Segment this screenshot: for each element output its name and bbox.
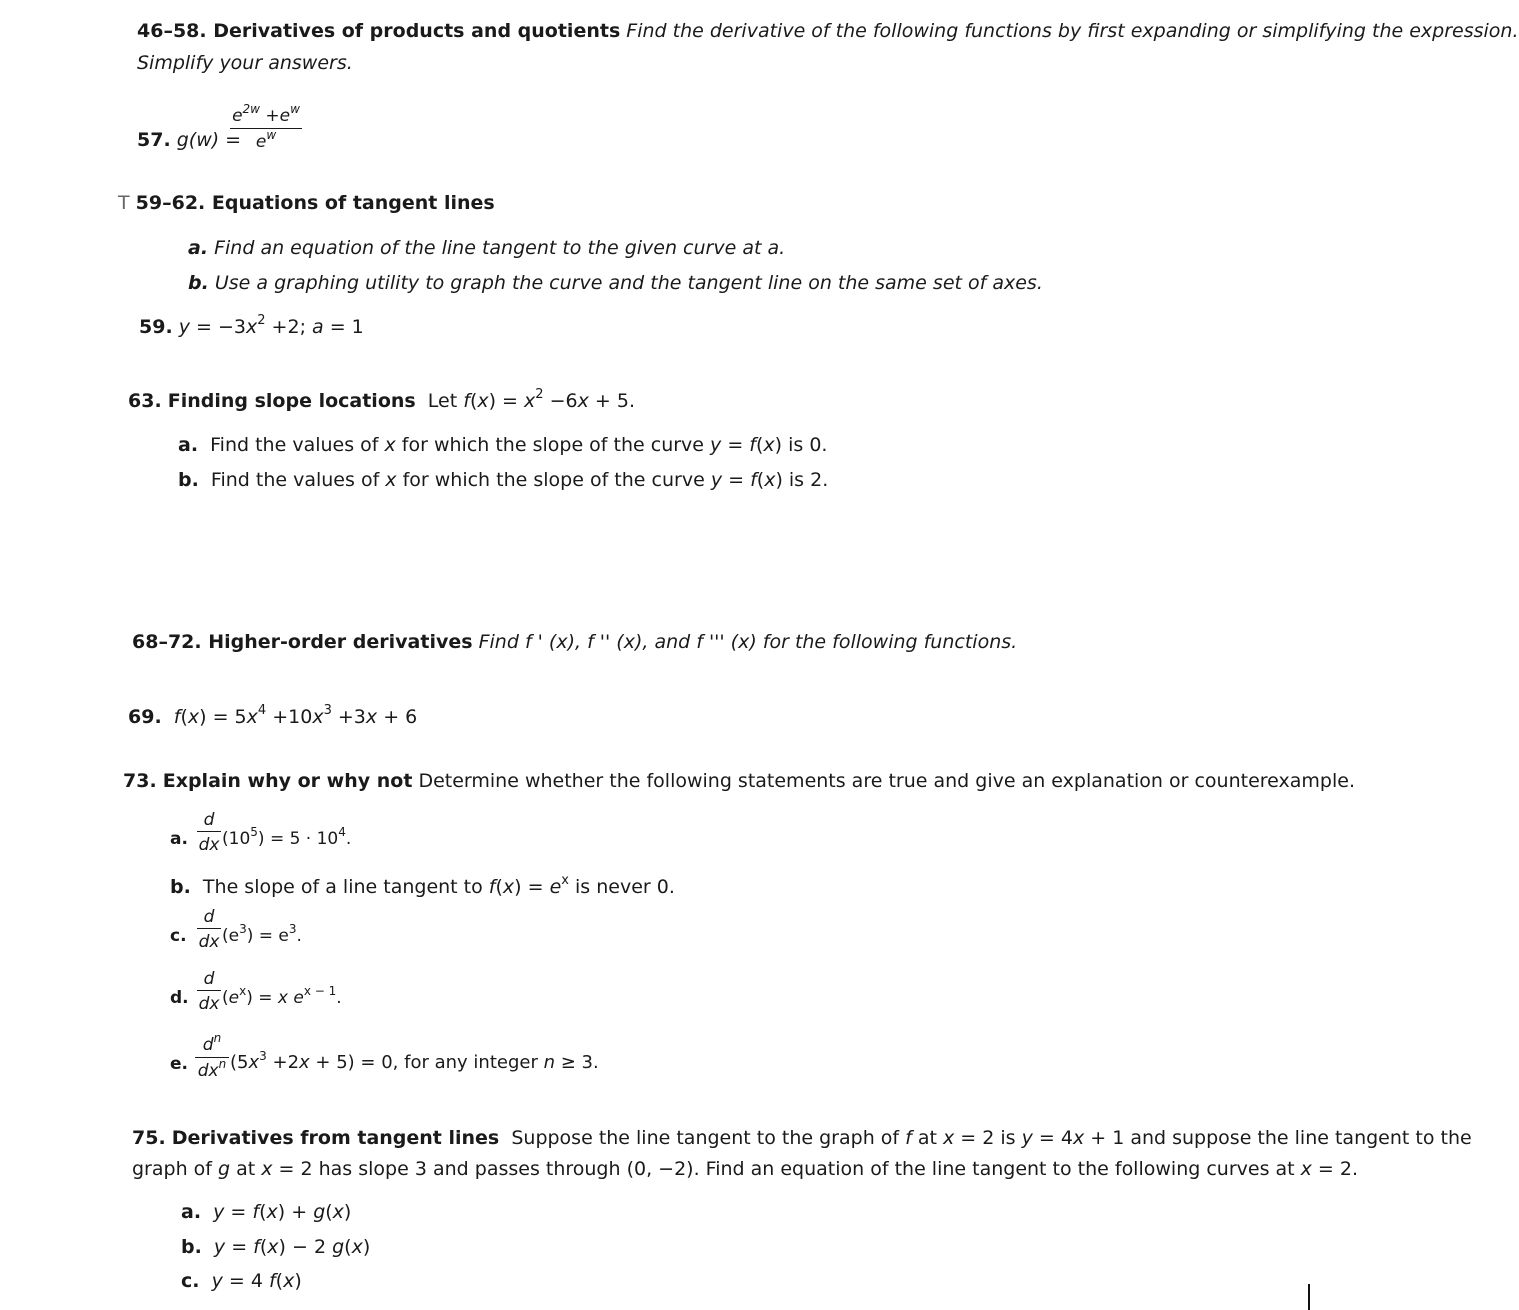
problem-57 bbox=[137, 129, 241, 151]
technology-mark: T bbox=[118, 192, 130, 214]
problem-73-instruction: Determine whether the following statements are true and give an explanation or counterexample. bbox=[418, 770, 1355, 792]
operator-numerator: $d^n$ bbox=[202, 1031, 222, 1055]
section-46-58-heading-line bbox=[137, 20, 1519, 42]
item-b-label: b. bbox=[181, 1236, 202, 1258]
item-a-label: a. bbox=[188, 237, 209, 259]
problem-63-title: Finding slope locations bbox=[167, 390, 416, 412]
problem-75-title: Derivatives from tangent lines bbox=[171, 1127, 500, 1149]
problem-63-label: 63. bbox=[128, 390, 162, 412]
derivative-operator-e bbox=[195, 1031, 229, 1082]
problem-57-denominator: $e^w$ bbox=[255, 128, 277, 152]
problem-73-a-expression: $(10^5) = 5 \cdot 10^4$. bbox=[222, 825, 352, 849]
problem-73-d-expression: $(e^x) = x$ $e^{x - 1}$. bbox=[222, 984, 342, 1008]
section-59-62-item-a bbox=[188, 237, 785, 259]
problem-73-d-label: d. bbox=[170, 988, 189, 1008]
problem-75-label: 75. bbox=[132, 1127, 166, 1149]
problem-59 bbox=[139, 313, 364, 338]
problem-59-equation: $y = -3x^2 +2$; a = 1 bbox=[178, 313, 364, 338]
text-cursor bbox=[1308, 1284, 1310, 1310]
derivative-operator-c bbox=[197, 907, 221, 952]
item-a-text: y = f(x) + g(x) bbox=[213, 1201, 352, 1223]
problem-69-equation: $f(x) = 5x^4 +10x^3 +3x + 6$ bbox=[173, 703, 418, 728]
problem-57-fraction bbox=[230, 102, 302, 153]
problem-69-label: 69. bbox=[128, 706, 162, 728]
item-a-text: Find the values of x for which the slope of the curve y = f(x) is 0. bbox=[204, 434, 828, 456]
item-c-label: c. bbox=[181, 1270, 200, 1292]
section-46-58-instruction: Find the derivative of the following functions by first expanding or simplifying the expression. bbox=[626, 20, 1519, 42]
item-b-label: b. bbox=[178, 469, 199, 491]
problem-73-c-expression: $(e^3) = e^3$. bbox=[222, 922, 302, 946]
problem-73-b-label: b. bbox=[170, 876, 191, 898]
derivative-operator-a bbox=[197, 810, 221, 855]
section-59-62-item-b bbox=[188, 272, 1043, 294]
section-68-72-instruction: Find f ' (x), f '' (x), and f ''' (x) for the following functions. bbox=[478, 631, 1018, 653]
problem-73-item-b bbox=[170, 873, 675, 898]
problem-73 bbox=[123, 770, 1355, 792]
item-a-label: a. bbox=[181, 1201, 202, 1223]
problem-73-title: Explain why or why not bbox=[162, 770, 413, 792]
item-b-label: b. bbox=[188, 272, 209, 294]
problem-69 bbox=[128, 703, 418, 728]
problem-63-intro: Let $f(x) = x^2 -6x + 5$. bbox=[421, 387, 636, 412]
operator-numerator: d bbox=[203, 969, 215, 989]
operator-denominator: dx bbox=[198, 932, 220, 952]
item-a-text: Find an equation of the line tangent to the given curve at a. bbox=[214, 237, 786, 259]
item-a-label: a. bbox=[178, 434, 199, 456]
problem-73-e-label: e. bbox=[170, 1054, 188, 1074]
section-46-58-instruction-cont: Simplify your answers. bbox=[137, 52, 353, 74]
problem-73-label: 73. bbox=[123, 770, 157, 792]
section-68-72-title: 68–72. Higher-order derivatives bbox=[132, 631, 473, 653]
problem-59-label: 59. bbox=[139, 316, 173, 338]
problem-57-label: 57. bbox=[137, 129, 171, 151]
item-b-text: Use a graphing utility to graph the curve and the tangent line on the same set of axes. bbox=[214, 272, 1043, 294]
item-c-text: y = 4 f(x) bbox=[211, 1270, 302, 1292]
problem-73-e-expression: $(5x^3 +2x + 5) = 0$, for any integer n ≥ 3. bbox=[230, 1049, 599, 1073]
problem-73-a-label: a. bbox=[170, 829, 188, 849]
problem-75-line-1: Suppose the line tangent to the graph of f at x = 2 is y = 4x + 1 and suppose the line tangent to the bbox=[505, 1127, 1472, 1149]
item-b-text: y = f(x) − 2 g(x) bbox=[213, 1236, 371, 1258]
problem-63-item-a bbox=[178, 434, 827, 456]
item-b-text: Find the values of x for which the slope of the curve y = f(x) is 2. bbox=[204, 469, 829, 491]
operator-denominator: dx bbox=[198, 835, 220, 855]
operator-numerator: d bbox=[203, 810, 215, 830]
problem-63 bbox=[128, 387, 636, 412]
problem-75-line-2: graph of g at x = 2 has slope 3 and passes through (0, −2). Find an equation of the line tangent to the following curves at x = 2. bbox=[132, 1158, 1359, 1180]
operator-numerator: d bbox=[203, 907, 215, 927]
fraction-bar bbox=[197, 990, 221, 991]
section-46-58-title: 46–58. Derivatives of products and quotients bbox=[137, 20, 621, 42]
problem-57-function: g(w) = bbox=[176, 129, 242, 151]
derivative-operator-d bbox=[197, 969, 221, 1014]
problem-75-item-a bbox=[181, 1201, 351, 1223]
fraction-bar bbox=[197, 831, 221, 832]
problem-63-item-b bbox=[178, 469, 828, 491]
problem-57-numerator: $e^{2w} +e^w$ bbox=[232, 102, 300, 126]
problem-73-c-label: c. bbox=[170, 926, 187, 946]
problem-75 bbox=[132, 1127, 1472, 1149]
fraction-bar bbox=[197, 928, 221, 929]
section-68-72-heading-line bbox=[132, 631, 1017, 653]
problem-75-item-c bbox=[181, 1270, 302, 1292]
problem-75-item-b bbox=[181, 1236, 370, 1258]
problem-73-b-text: The slope of a line tangent to $f(x) = e^x$ is never 0. bbox=[196, 873, 675, 898]
operator-denominator: $dx^n$ bbox=[197, 1057, 227, 1081]
operator-denominator: dx bbox=[198, 994, 220, 1014]
section-59-62-title: 59–62. Equations of tangent lines bbox=[135, 192, 495, 214]
section-59-62-heading-line bbox=[118, 192, 495, 214]
